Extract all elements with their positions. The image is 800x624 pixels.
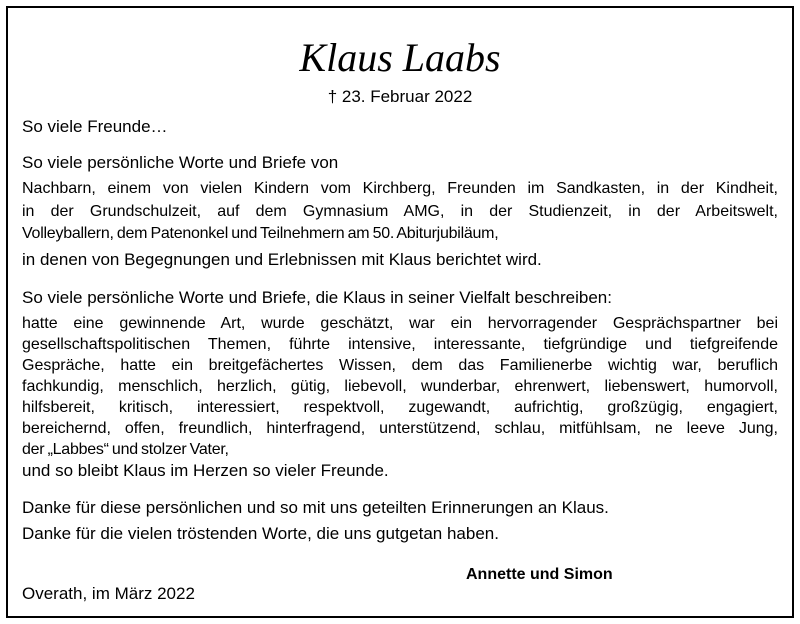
paragraph2-heading: So viele persönliche Worte und Briefe, die Klaus in seiner Vielfalt beschreiben: — [22, 288, 612, 307]
paragraph1-line: Nachbarn, einem von vielen Kindern vom Kirchberg, Freunden im Sandkasten, in der Kindheit, — [22, 180, 778, 197]
paragraph2-line: bereichernd, offen, freundlich, hinterfragend, unterstützend, schlau, mitfühlsam, ne leeve Jung, — [22, 420, 778, 437]
paragraph2-line: fachkundig, menschlich, herzlich, gütig, liebevoll, wunderbar, ehrenwert, liebenswert, humorvoll, — [22, 378, 778, 395]
paragraph1-line: in der Grundschulzeit, auf dem Gymnasium AMG, in der Studienzeit, in der Arbeitswelt, — [22, 203, 778, 220]
paragraph1-heading: So viele persönliche Worte und Briefe von — [22, 153, 339, 172]
paragraph2-line: gesellschaftspolitischen Themen, führte intensive, interessante, tiefgründige und tiefgreifende — [22, 336, 778, 353]
paragraph2-line: hilfsbereit, kritisch, interessiert, respektvoll, zugewandt, aufrichtig, großzügig, engagiert, — [22, 399, 778, 416]
place-date: Overath, im März 2022 — [22, 584, 195, 603]
signature: Annette und Simon — [466, 566, 613, 583]
thanks-line-2: Danke für die vielen tröstenden Worte, die uns gutgetan haben. — [22, 524, 499, 543]
deceased-name: Klaus Laabs — [299, 35, 501, 80]
paragraph2-line: der „Labbes“ und stolzer Vater, — [22, 441, 229, 458]
intro-line: So viele Freunde… — [22, 117, 168, 136]
paragraph2-line: hatte eine gewinnende Art, wurde geschätzt, war ein hervorragender Gesprächspartner bei — [22, 315, 778, 332]
death-date: † 23. Februar 2022 — [327, 87, 473, 106]
paragraph1-line: Volleyballern, dem Patenonkel und Teilnehmern am 50. Abiturjubiläum, — [22, 225, 499, 242]
paragraph1-closing: in denen von Begegnungen und Erlebnissen mit Klaus berichtet wird. — [22, 250, 542, 269]
thanks-line-1: Danke für diese persönlichen und so mit uns geteilten Erinnerungen an Klaus. — [22, 498, 609, 517]
paragraph2-closing: und so bleibt Klaus im Herzen so vieler Freunde. — [22, 461, 389, 480]
paragraph2-line: Gespräche, hatte ein breitgefächertes Wissen, dem das Familienerbe wichtig war, beruflich — [22, 357, 778, 374]
